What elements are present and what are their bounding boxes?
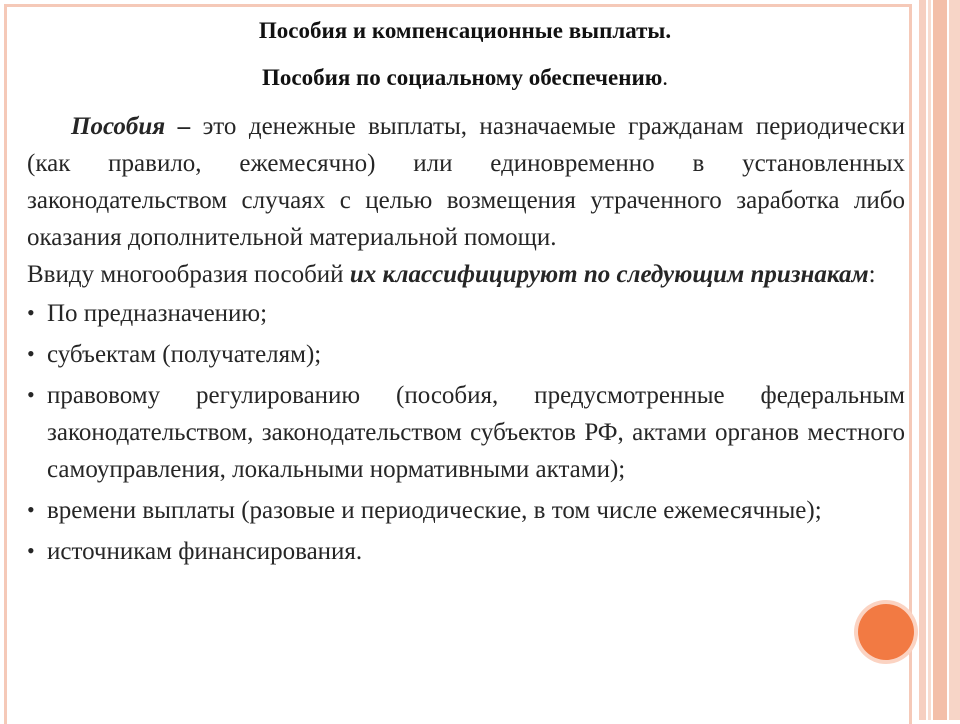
- bullet-icon: •: [27, 341, 35, 366]
- subtitle-period: .: [662, 65, 669, 90]
- list-item-text: По предназначению;: [47, 300, 268, 327]
- definition-paragraph: [27, 108, 905, 256]
- list-item-text: субъектам (получателям);: [47, 341, 322, 368]
- slide-body: [27, 108, 905, 574]
- list-item-text: времени выплаты (разовые и периодические, в том числе ежемесячные);: [47, 497, 822, 524]
- list-item-text: правовому регулированию (пособия, предусмотренные федеральным законодательством, законодательством субъектов РФ, актами органов местного самоуправления, локальными нормативными актами);: [47, 382, 905, 483]
- definition-term: Пособия: [71, 113, 166, 140]
- definition-text: это денежные выплаты, назначаемые гражданам периодически (как правило, ежемесячно) или единовременно в установленных законодательством случаях с целью возмещения утраченного заработка либо оказания дополнительной материальной помощи.: [27, 113, 905, 251]
- bullet-icon: •: [27, 300, 35, 325]
- classification-intro: Ввиду многообразия пособий: [27, 261, 350, 288]
- list-item: [27, 377, 905, 488]
- decor-stripe: [933, 0, 947, 720]
- bullet-icon: •: [27, 497, 35, 522]
- definition-dash: –: [165, 113, 203, 140]
- decor-stripe: [928, 0, 931, 720]
- criteria-list: [27, 295, 905, 570]
- bullet-icon: •: [27, 382, 35, 407]
- decor-stripe: [949, 0, 960, 720]
- classification-colon: :: [868, 261, 876, 288]
- slide-subtitle: [0, 64, 930, 92]
- classification-emphasis: их классифицируют по следующим признакам: [349, 261, 869, 288]
- slide-title: Пособия и компенсационные выплаты.: [258, 18, 672, 43]
- bullet-icon: •: [27, 538, 35, 563]
- list-item: [27, 492, 905, 529]
- slide-nav-circle[interactable]: [858, 604, 914, 660]
- classification-paragraph: [27, 256, 905, 293]
- decor-stripe: [919, 0, 926, 720]
- list-item: [27, 336, 905, 373]
- list-item-text: источникам финансирования.: [47, 538, 363, 565]
- list-item: [27, 533, 905, 570]
- subtitle-text: Пособия по социальному обеспечению: [261, 65, 663, 90]
- list-item: [27, 295, 905, 332]
